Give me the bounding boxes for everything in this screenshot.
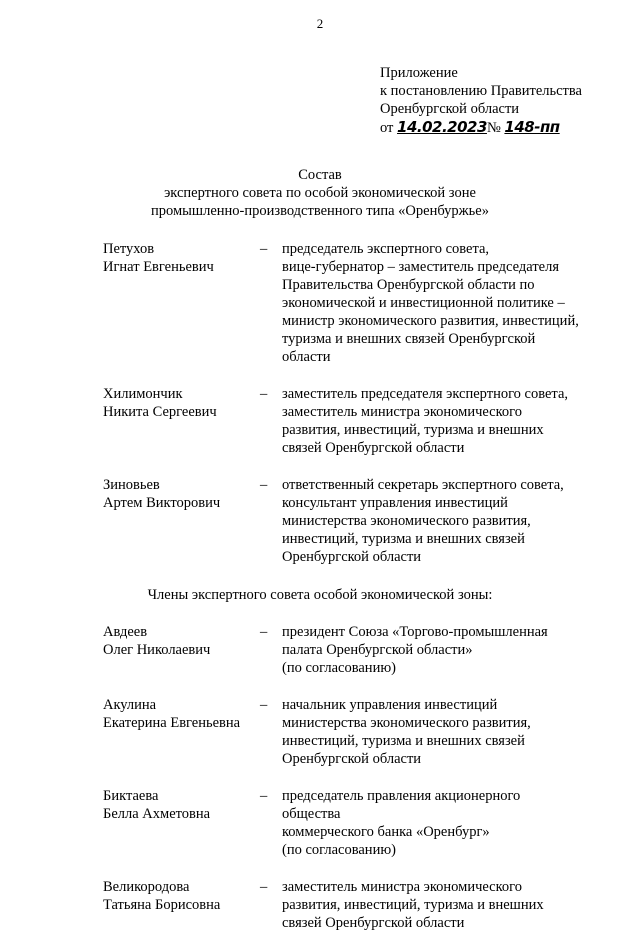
person-role [282, 787, 582, 859]
separator-dash: – [260, 477, 268, 493]
person-surname: Хилимончик [103, 386, 183, 402]
person-row [103, 385, 603, 457]
person-given-names: Белла Ахметовна [103, 806, 211, 822]
person-row [103, 696, 603, 768]
role-line: министерства экономического развития, [282, 715, 531, 731]
person-name [103, 787, 260, 859]
person-given-names: Никита Сергеевич [103, 404, 217, 420]
role-line: начальник управления инвестиций [282, 697, 498, 713]
handwritten-date: 14.02.2023 [397, 118, 487, 136]
person-given-names: Артем Викторович [103, 495, 221, 511]
person-surname: Зиновьев [103, 477, 160, 493]
person-given-names: Татьяна Борисовна [103, 897, 221, 913]
person-role [282, 385, 582, 457]
role-line: инвестиций, туризма и внешних связей [282, 733, 525, 749]
person-name [103, 623, 260, 677]
person-role [282, 696, 582, 768]
role-line: министерства экономического развития, [282, 513, 531, 529]
person-row [103, 240, 603, 366]
person-surname: Великородова [103, 879, 190, 895]
appendix-block [380, 64, 582, 137]
person-role [282, 623, 582, 677]
row-gap [103, 768, 603, 787]
person-surname: Авдеев [103, 624, 148, 640]
separator-dash: – [260, 879, 268, 895]
person-row [103, 878, 603, 932]
role-line: туризма и внешних связей Оренбургской [282, 331, 536, 347]
person-name [103, 696, 260, 768]
row-gap [103, 366, 603, 385]
person-surname: Петухов [103, 241, 155, 257]
role-line: связей Оренбургской области [282, 440, 465, 456]
person-row [103, 787, 603, 859]
person-given-names: Олег Николаевич [103, 642, 211, 658]
role-line: инвестиций, туризма и внешних связей [282, 531, 525, 547]
members-heading: Члены экспертного совета особой экономической зоны: [147, 587, 493, 603]
council-roster [103, 240, 603, 932]
role-line: (по согласованию) [282, 842, 396, 858]
role-line: экономической и инвестиционной политике – [282, 295, 565, 311]
person-name [103, 240, 260, 366]
separator-dash: – [260, 386, 268, 402]
role-line: Оренбургской области [282, 751, 422, 767]
role-line: ответственный секретарь экспертного совета, [282, 477, 564, 493]
person-surname: Акулина [103, 697, 157, 713]
appendix-line-2: к постановлению Правительства [380, 83, 582, 99]
person-given-names: Игнат Евгеньевич [103, 259, 214, 275]
person-role [282, 240, 582, 366]
person-given-names: Екатерина Евгеньевна [103, 715, 241, 731]
number-sign: № [486, 120, 501, 136]
role-line: министр экономического развития, инвестиций, [282, 313, 579, 329]
role-line: консультант управления инвестиций [282, 495, 508, 511]
role-line: Правительства Оренбургской области по [282, 277, 535, 293]
person-surname: Биктаева [103, 788, 159, 804]
role-line: развития, инвестиций, туризма и внешних [282, 897, 544, 913]
role-line: коммерческого банка «Оренбург» [282, 824, 490, 840]
title-line-2: экспертного совета по особой экономической зоне [164, 185, 476, 201]
role-line: развития, инвестиций, туризма и внешних [282, 422, 544, 438]
role-line: вице-губернатор – заместитель председателя [282, 259, 559, 275]
appendix-date-line [380, 118, 582, 137]
role-line: заместитель министра экономического [282, 879, 523, 895]
separator-dash: – [260, 624, 268, 640]
person-role [282, 878, 582, 932]
role-line: председатель правления акционерного общества [282, 788, 521, 822]
role-line: Оренбургской области [282, 549, 422, 565]
person-name [103, 476, 260, 566]
person-row [103, 623, 603, 677]
document-title [0, 166, 640, 220]
role-line: (по согласованию) [282, 660, 396, 676]
role-line: председатель экспертного совета, [282, 241, 490, 257]
leaders-list [103, 240, 603, 566]
appendix-prefix: от [380, 120, 394, 136]
role-line: заместитель министра экономического [282, 404, 523, 420]
person-name [103, 878, 260, 932]
role-line: связей Оренбургской области [282, 915, 465, 931]
role-line: палата Оренбургской области» [282, 642, 473, 658]
handwritten-number: 148-пп [504, 118, 560, 136]
row-gap [103, 859, 603, 878]
separator-dash: – [260, 788, 268, 804]
title-line-1: Состав [298, 167, 342, 183]
row-gap [103, 457, 603, 476]
appendix-line-1: Приложение [380, 65, 458, 81]
role-line: президент Союза «Торгово-промышленная [282, 624, 548, 640]
person-name [103, 385, 260, 457]
person-row [103, 476, 603, 566]
title-line-3: промышленно-производственного типа «Оренбуржье» [151, 203, 489, 219]
person-role [282, 476, 582, 566]
role-line: области [282, 349, 331, 365]
separator-dash: – [260, 697, 268, 713]
row-gap [103, 677, 603, 696]
page-number: 2 [316, 16, 324, 31]
role-line: заместитель председателя экспертного совета, [282, 386, 569, 402]
members-list [103, 623, 603, 932]
appendix-line-3: Оренбургской области [380, 101, 520, 117]
separator-dash: – [260, 241, 268, 257]
